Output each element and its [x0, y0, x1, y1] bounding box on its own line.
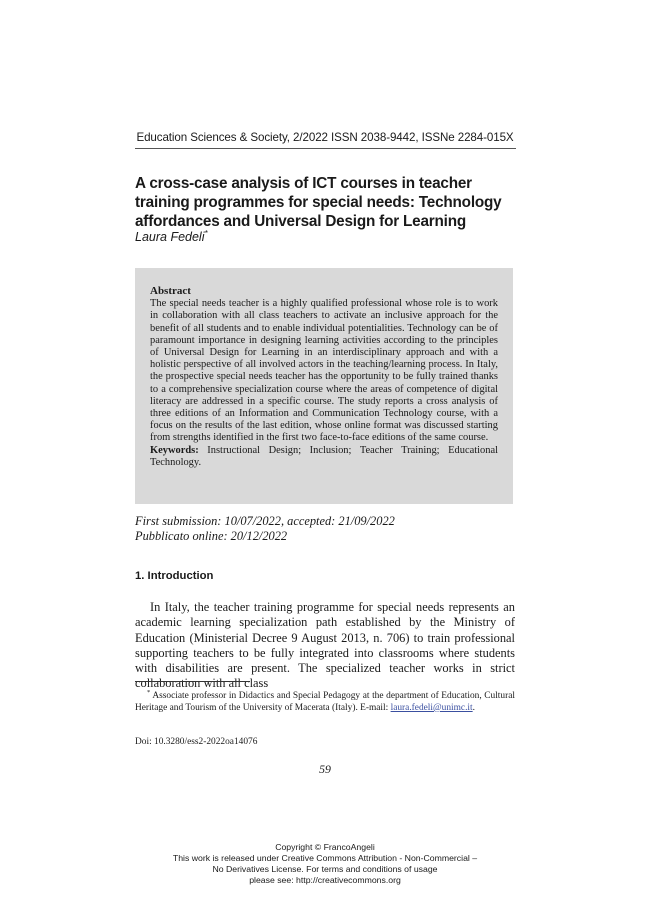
license-line: This work is released under Creative Commons Attribution - Non-Commercial – [172, 853, 478, 863]
copyright-line: Copyright © FrancoAngeli [275, 842, 375, 852]
keywords-line [150, 445, 498, 469]
submission-line: First submission: 10/07/2022, accepted: 21/09/2022 [135, 514, 395, 528]
doi-line: Doi: 10.3280/ess2-2022oa14076 [135, 737, 258, 747]
keywords-label: Keywords: [150, 444, 199, 456]
footnote-end: . [472, 702, 475, 713]
body-paragraph: In Italy, the teacher training programme for special needs represents an academic learning specialization path established by the Ministry of Education (Ministerial Decree 9 August 2013, n. 706) to train professional supporting teachers to be fully integrated into classrooms where students with disabilities are present. The specialized teacher works in strict collaboration with all class [135, 600, 515, 691]
author-line [135, 229, 208, 244]
footnote-rule [135, 681, 250, 682]
abstract-heading: Abstract [150, 285, 191, 297]
submission-dates [135, 514, 395, 544]
footnote-email-link[interactable]: laura.fedeli@unimc.it [390, 702, 473, 713]
abstract-box [135, 268, 513, 504]
footnote-mark: * [147, 689, 151, 696]
published-line: Pubblicato online: 20/12/2022 [135, 529, 288, 543]
footnote [135, 687, 515, 714]
author-footnote-mark: * [204, 229, 208, 238]
abstract-body: The special needs teacher is a highly qualified professional whose role is to work in collaboration with all class teachers to activate an inclusive approach for the benefit of all students and to enable individual potentialities. Technology can be of paramount importance in designing learning activities according to the principles of Universal Design for Learning in an interdisciplinary approach and with a holistic perspective of all involved actors in the teaching/learning process. In Italy, the prospective special needs teacher has the opportunity to be fully trained thanks to a comprehensive specialization course where the areas of competence of digital literacy are addressed in a specific course. The study reports a cross analysis of three editions of an Information and Communication Technology course, with a focus on the results of the last edition, whose online format was discussed starting from strengths identified in the first two face-to-face editions of the same course. [150, 298, 498, 444]
article-title: A cross-case analysis of ICT courses in teacher training programmes for special needs: Technology affordances and Universal Design for Learning [135, 175, 502, 230]
header-rule [135, 148, 516, 149]
abstract-content [150, 285, 498, 469]
footnote-text: Associate professor in Didactics and Special Pedagogy at the department of Education, Cultural Heritage and Tourism of the University of Macerata (Italy). E-mail: [135, 691, 515, 713]
keywords-text: Instructional Design; Inclusion; Teacher Training; Educational Technology. [150, 444, 498, 468]
section-heading: 1. Introduction [135, 570, 214, 582]
license-url-line: please see: http://creativecommons.org [249, 875, 401, 885]
page-number: 59 [319, 762, 331, 776]
journal-header: Education Sciences & Society, 2/2022 ISSN 2038-9442, ISSNe 2284-015X [136, 131, 514, 144]
copyright-block [0, 842, 650, 886]
author-name: Laura Fedeli [135, 230, 205, 245]
license-line: No Derivatives License. For terms and conditions of usage [212, 864, 438, 874]
